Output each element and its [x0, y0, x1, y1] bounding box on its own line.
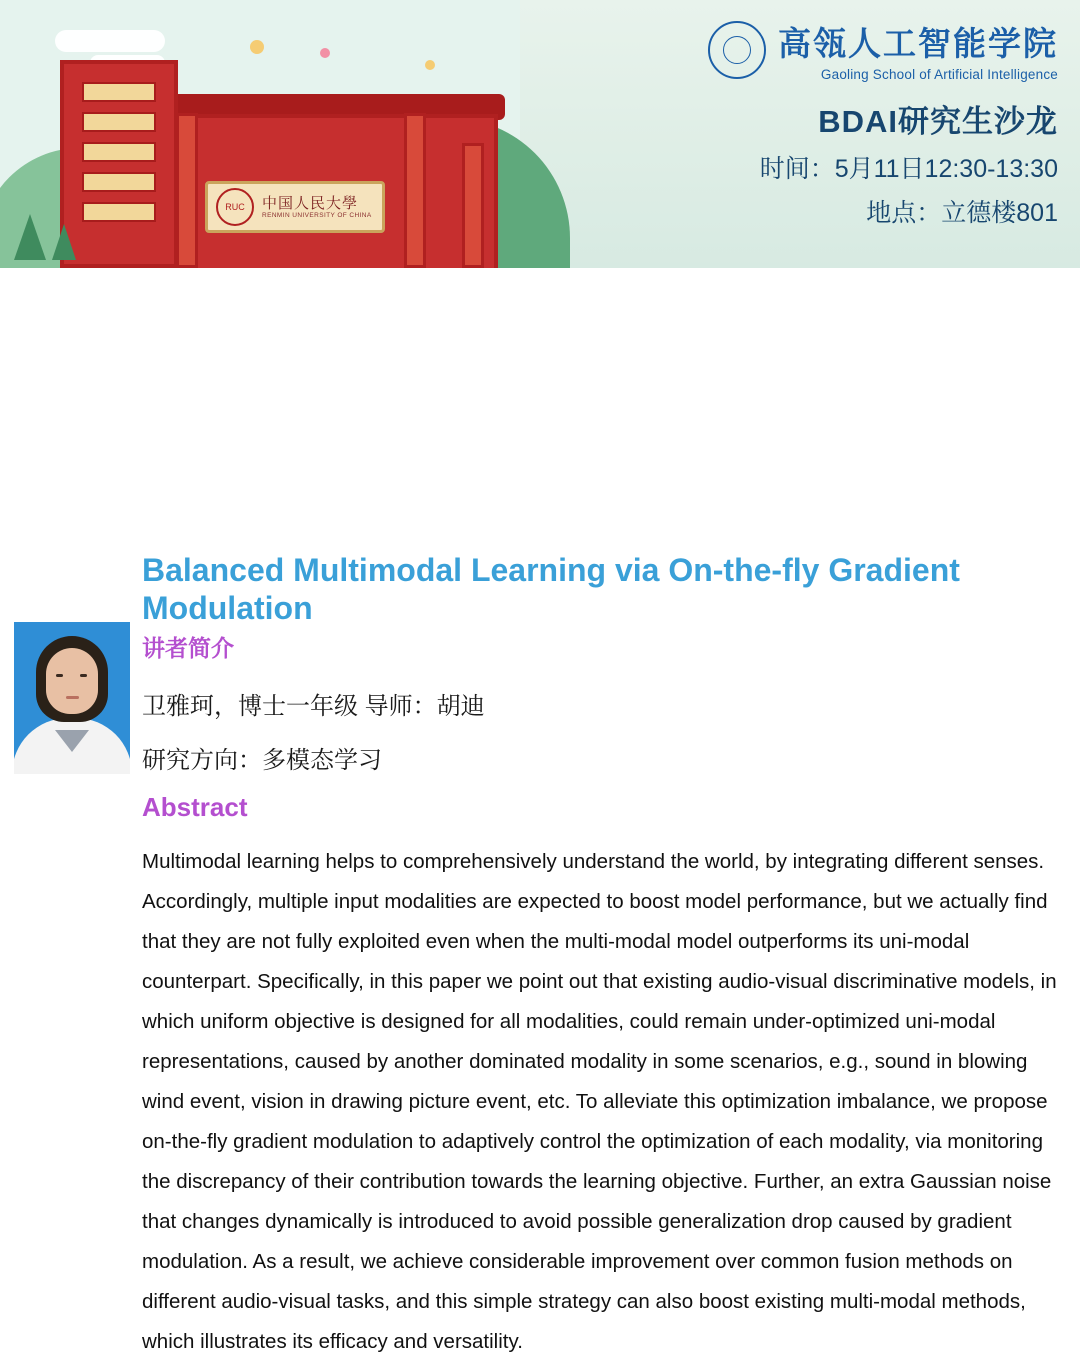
speaker-portrait [14, 622, 130, 774]
gate-plaque-cn-text: 中国人民大學 [262, 194, 359, 212]
sparkle-dot-icon [320, 48, 330, 58]
tree-icon [14, 214, 46, 260]
gate-plaque-en-text: RENMIN UNIVERSITY OF CHINA [262, 211, 372, 219]
school-logo-icon [708, 21, 766, 79]
gate-pillar [176, 113, 198, 268]
speaker-name-and-advisor: 卫雅珂，博士一年级 导师：胡迪 [142, 693, 485, 720]
school-name-cn: 高瓴人工智能学院 [778, 25, 1058, 62]
abstract-text: Multimodal learning helps to comprehensively understand the world, by integrating different senses. Accordingly, multiple input modalities are expected to boost model performance, but we actually find that they are not fully exploited even when the multi-modal model outperforms its uni-modal counterpart. Specifically, in this paper we point out that existing audio-visual discriminative models, in which uniform objective is designed for all modalities, could remain under-optimized uni-modal representations, caused by another dominated modality in some scenarios, e.g., sound in blowing wind event, vision in drawing picture event, etc. To alleviate this optimization imbalance, we propose on-the-fly gradient modulation to adaptively control the optimization of each modality, via monitoring the discrepancy of their contribution towards the learning objective. Further, an extra Gaussian noise that changes dynamically is introduced to avoid possible generalization drop caused by gradient modulation. As a result, we achieve considerable improvement over common fusion methods on different audio-visual tasks, and this simple strategy can also boost existing multi-modal methods, which illustrates its efficacy and versatility. [142, 850, 1057, 1353]
gate-plaque [205, 181, 385, 233]
speaker-section-label: 讲者简介 [142, 635, 234, 661]
gate-pillar [462, 143, 484, 268]
gate-pillar [404, 113, 426, 268]
school-name-en: Gaoling School of Artificial Intelligence [820, 67, 1058, 82]
cloud-icon [55, 30, 165, 52]
event-place: 地点：立德楼801 [866, 199, 1058, 227]
header-banner [0, 0, 1080, 268]
speaker-research-area: 研究方向：多模态学习 [142, 747, 382, 774]
paper-title: Balanced Multimodal Learning via On-the-fly Gradient Modulation [142, 552, 960, 626]
tree-icon [52, 224, 76, 260]
header-text-block [498, 18, 1058, 229]
event-time: 时间：5月11日12:30-13:30 [759, 155, 1058, 183]
university-seal-icon: RUC [216, 188, 254, 226]
sparkle-dot-icon [425, 60, 435, 70]
sparkle-dot-icon [250, 40, 264, 54]
event-title: BDAI研究生沙龙 [818, 104, 1058, 139]
school-logo-row [498, 18, 1058, 82]
abstract-section-label: Abstract [142, 792, 248, 822]
campus-building-illustration [60, 60, 178, 268]
